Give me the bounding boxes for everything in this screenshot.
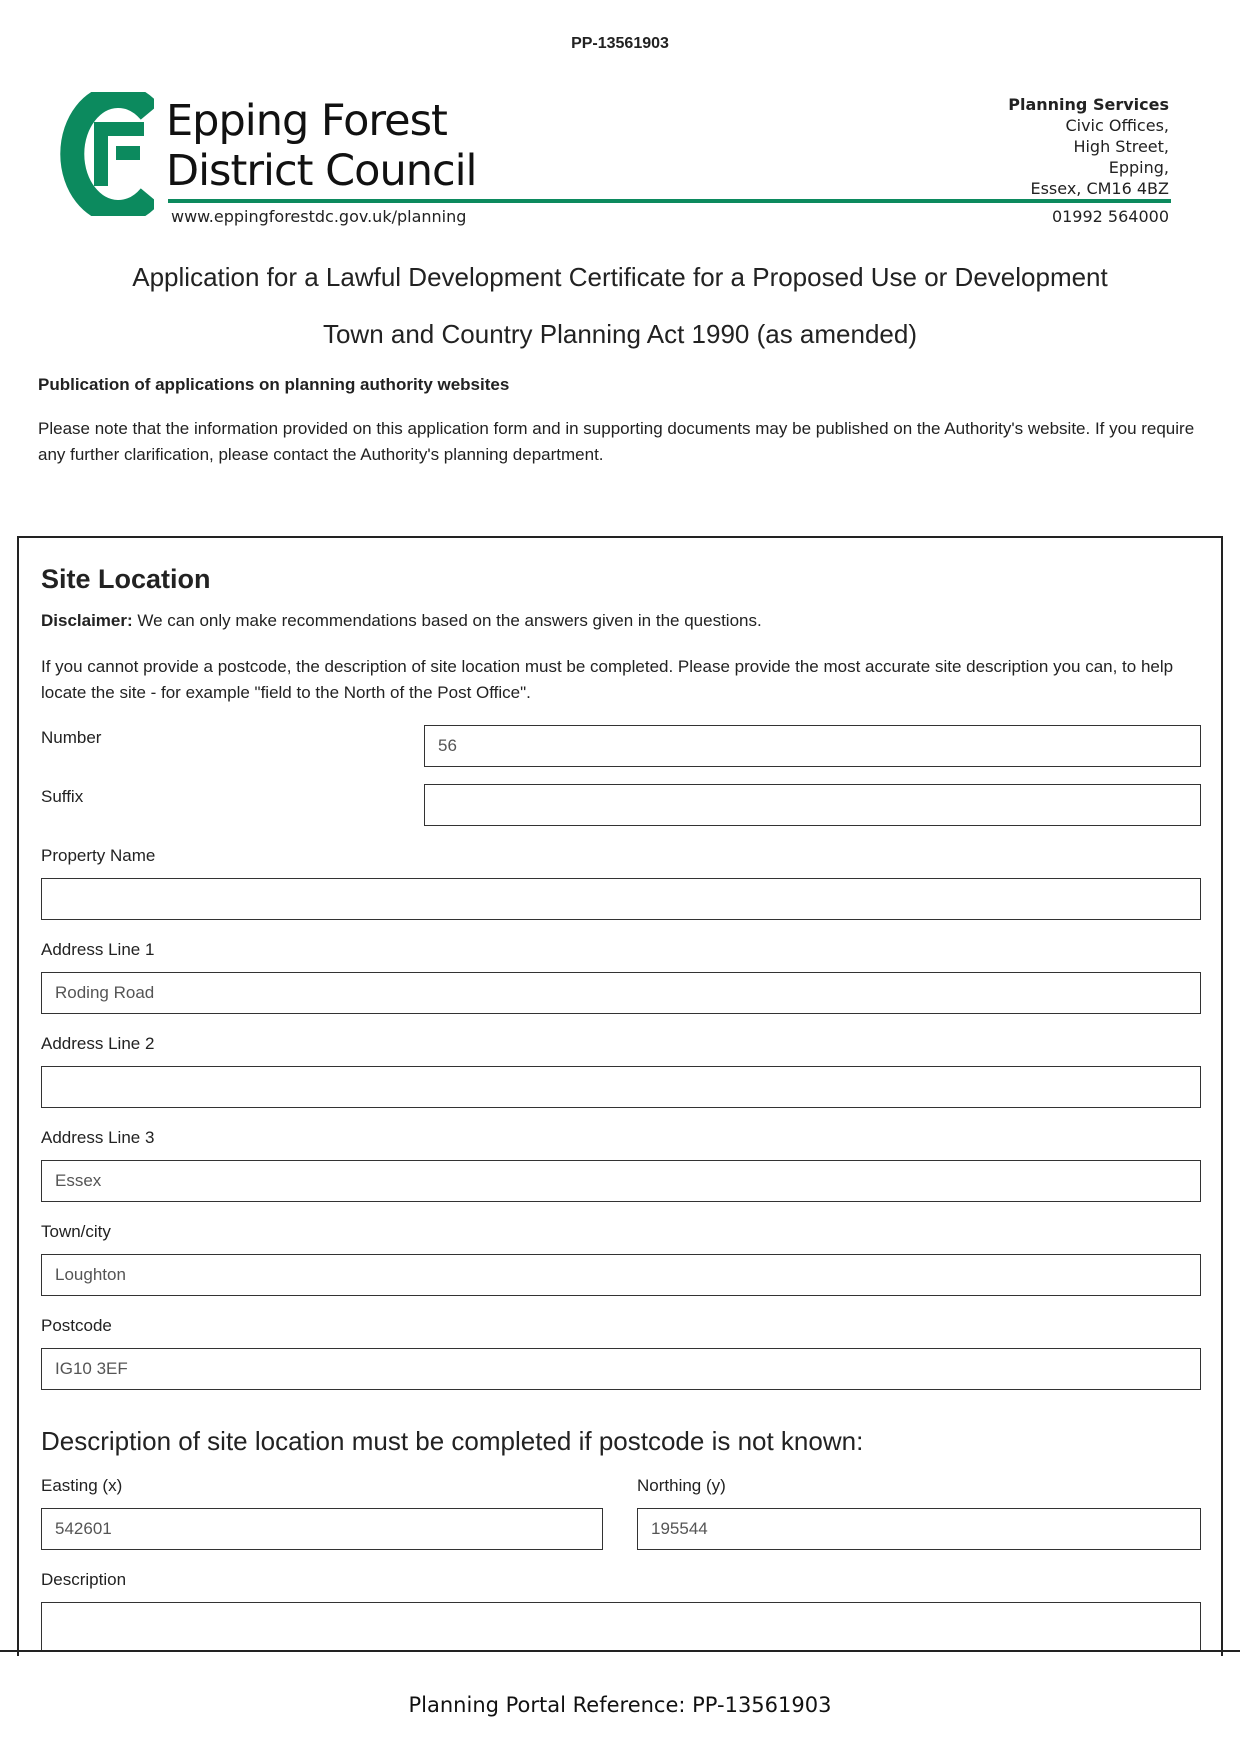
- northing-label: Northing (y): [637, 1476, 726, 1495]
- postcode-label: Postcode: [41, 1316, 112, 1335]
- town-city-field[interactable]: Loughton: [41, 1254, 1201, 1296]
- letterhead-rule: [168, 199, 1171, 203]
- suffix-field[interactable]: [424, 784, 1201, 826]
- address-line: Epping,: [1108, 158, 1169, 177]
- disclaimer-text: We can only make recommendations based on the answers given in the questions.: [132, 611, 762, 630]
- address-line: High Street,: [1073, 137, 1169, 156]
- document-subtitle: Town and Country Planning Act 1990 (as amended): [322, 319, 918, 349]
- easting-label: Easting (x): [41, 1476, 123, 1495]
- address-line-1-label: Address Line 1: [41, 940, 155, 959]
- northing-field[interactable]: 195544: [637, 1508, 1201, 1550]
- address-line-2-label: Address Line 2: [41, 1034, 155, 1053]
- council-address: [1008, 94, 1169, 199]
- address-line: Civic Offices,: [1065, 116, 1169, 135]
- footer-reference: Planning Portal Reference: PP-13561903: [408, 1693, 832, 1717]
- council-name-line1: Epping Forest: [166, 96, 447, 146]
- description-field[interactable]: [41, 1602, 1201, 1650]
- council-name-line2: District Council: [166, 146, 477, 196]
- postcode-field[interactable]: IG10 3EF: [41, 1348, 1201, 1390]
- page-divider: [0, 1650, 1240, 1652]
- publication-heading: Publication of applications on planning authority websites: [38, 375, 510, 394]
- site-location-instructions: If you cannot provide a postcode, the description of site location must be completed. Please provide the most accurate site description you can, to help locate the site - for example "field to the North of the Post Office".: [41, 657, 1174, 702]
- number-label: Number: [41, 728, 102, 747]
- description-label: Description: [41, 1570, 127, 1589]
- council-phone: 01992 564000: [1051, 207, 1169, 226]
- council-logo-icon: [58, 92, 154, 216]
- address-line-3-label: Address Line 3: [41, 1128, 155, 1147]
- site-location-section: [17, 536, 1223, 1656]
- publication-notice: Please note that the information provided on this application form and in supporting documents may be published on the Authority's website. If you require any further clarification, please contact the Authority's planning department.: [38, 419, 1195, 464]
- suffix-label: Suffix: [41, 787, 84, 806]
- address-line-2-field[interactable]: [41, 1066, 1201, 1108]
- section-title: Site Location: [41, 564, 211, 594]
- council-name: [166, 96, 477, 196]
- address-line-3-field[interactable]: Essex: [41, 1160, 1201, 1202]
- town-city-label: Town/city: [41, 1222, 111, 1241]
- disclaimer-label: Disclaimer:: [41, 611, 133, 630]
- address-line: Essex, CM16 4BZ: [1030, 179, 1169, 198]
- property-name-label: Property Name: [41, 846, 156, 865]
- description-section-title: Description of site location must be completed if postcode is not known:: [41, 1426, 864, 1456]
- easting-field[interactable]: 542601: [41, 1508, 603, 1550]
- disclaimer: [41, 611, 762, 631]
- department-name: Planning Services: [1008, 95, 1169, 114]
- page-reference: PP-13561903: [571, 35, 669, 52]
- number-field[interactable]: 56: [424, 725, 1201, 767]
- property-name-field[interactable]: [41, 878, 1201, 920]
- council-website: www.eppingforestdc.gov.uk/planning: [171, 207, 467, 226]
- document-title: Application for a Lawful Development Certificate for a Proposed Use or Development: [132, 262, 1108, 292]
- address-line-1-field[interactable]: Roding Road: [41, 972, 1201, 1014]
- letterhead: [56, 88, 1171, 233]
